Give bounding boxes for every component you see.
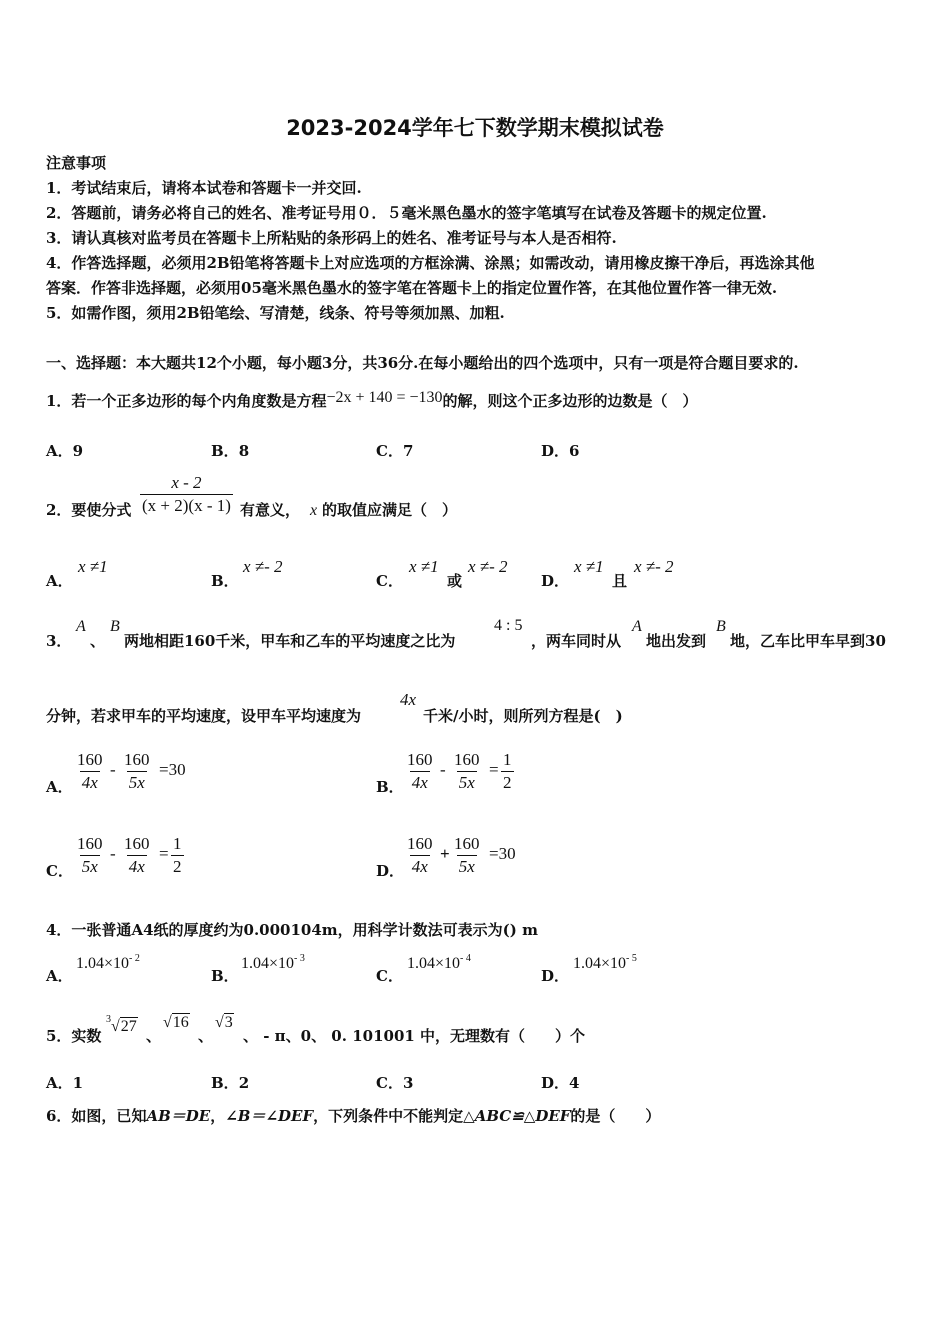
q3-option-c-frac1: $\frac{160}{5x}$ [77,834,103,876]
notice-item: 5．如需作图，须用2B铅笔绘、写清楚，线条、符号等须加黑、加粗. [46,304,505,322]
q3-speed: 4x [400,690,417,709]
q3-option-a-label: A． [46,778,73,796]
notice-heading: 注意事项 [46,154,107,172]
q3-option-a-frac1: $\frac{160}{4x}$ [77,750,103,792]
q2-middle: 有意义， [240,501,301,519]
q3-option-a-op: - [110,760,116,779]
notice-item: 2．答题前，请务必将自己的姓名、准考证号用０．５毫米黑色墨水的签字笔填写在试卷及答题卡的规定位置. [46,204,767,222]
q4-option-d-value: $1.04\times 10^{- 5}$ [573,953,637,972]
q3-option-d-op: + [440,844,450,863]
q1-equation: −2x + 140 = −130 [326,389,443,406]
q3-option-b-op: - [440,760,446,779]
q2-option-d-expr: x ≠1 [574,557,604,576]
q5-cube-root: $^3$√27 [106,1014,137,1035]
q3-line2a: 分钟，若求甲车的平均速度，设甲车平均速度为 [46,707,362,725]
q4-option-d-label: D． [541,967,570,985]
q6-cond2: ∠B＝∠DEF [225,1107,314,1125]
q1-option-d: D．6 [541,442,580,460]
q3-num: 3． [46,632,72,650]
notice-item: 3．请认真核对监考员在答题卡上所粘贴的条形码上的姓名、准考证号与本人是否相符. [46,229,617,247]
q2-frac-num: x - 2 [171,473,202,492]
q3-option-b-rhs-frac: $\frac{1}{2}$ [503,750,512,792]
q4-option-b-value: $1.04\times 10^{- 3}$ [241,953,305,972]
q4-option-a-value: $1.04\times 10^{- 2}$ [76,953,140,972]
q3-text4: 地，乙车比甲车早到30 [730,632,886,650]
q3-option-c-rhs: = [159,844,169,863]
q2-option-c-expr: x ≠1 [409,557,439,576]
q4-option-c-value: $1.04\times 10^{- 4}$ [407,953,471,972]
q3-line2b: 千米/小时，则所列方程是( ) [423,707,623,725]
page-title: 2023-2024学年七下数学期末模拟试卷 [286,116,664,140]
q2-suffix: 的取值应满足（ ） [322,501,458,519]
q3-option-c-rhs-frac: $\frac{1}{2}$ [173,834,182,876]
q5-option-c: C．3 [376,1074,414,1092]
q4-option-b-label: B． [211,967,239,985]
q5-sqrt-16: √16 [163,1014,189,1031]
q2-option-d-expr2: x ≠- 2 [634,557,674,576]
q5-option-a: A．1 [46,1074,84,1092]
q3-option-a-rhs: =30 [159,760,186,779]
notice-item: 4．作答选择题，必须用2B铅笔将答题卡上对应选项的方框涂满、涂黑；如需改动，请用橡皮擦干净后，再选涂其他 [46,254,815,272]
q3-b2: B [716,618,726,635]
q1-option-b: B．8 [211,442,250,460]
q2-var: x [310,502,318,519]
question-1 [46,389,698,411]
notice-item: 答案．作答非选择题，必须用05毫米黑色墨水的签字笔在答题卡上的指定位置作答，在其他位置作答一律无效. [46,279,778,297]
q3-option-b-frac1: $\frac{160}{4x}$ [407,750,433,792]
q5-sqrt-3: √3 [215,1014,233,1031]
q2-option-c-joiner: 或 [447,572,463,590]
q3-option-b-frac2: $\frac{160}{5x}$ [454,750,480,792]
q3-option-d-rhs: =30 [489,844,516,863]
q3-text3: 地出发到 [646,632,707,650]
q2-option-b-label: B． [211,572,239,590]
section-heading: 一、选择题：本大题共12个小题，每小题3分，共36分.在每小题给出的四个选项中，只有一项是符合题目要求的. [46,354,799,372]
q3-option-c-frac2: $\frac{160}{4x}$ [124,834,150,876]
q3-option-a-frac2: $\frac{160}{5x}$ [124,750,150,792]
q4-option-c-label: C． [376,967,403,985]
q3-option-c-label: C． [46,862,73,880]
q3-text2: ，两车同时从 [531,632,622,650]
q1-prefix: 1．若一个正多边形的每个内角度数是方程 [46,392,327,410]
q6-cond1: AB＝DE [146,1107,211,1125]
question-4: 4．一张普通A4纸的厚度约为0.000104m，用科学计数法可表示为() m [46,921,538,939]
q3-option-b-label: B． [376,778,404,796]
q2-prefix: 2．要使分式 [46,501,132,519]
q6-cond3: △ABC≌△DEF [463,1107,571,1125]
q3-option-d-frac2: $\frac{160}{5x}$ [454,834,480,876]
q2-option-c-expr2: x ≠- 2 [468,557,508,576]
q3-option-d-frac1: $\frac{160}{4x}$ [407,834,433,876]
question-6: 6．如图，已知AB＝DE，∠B＝∠DEF，下列条件中不能判定△ABC≌△DEF的是（ ） [46,1107,661,1125]
q3-option-c-op: - [110,844,116,863]
q3-a2: A [632,618,642,635]
q3-a: A [76,618,86,635]
q5-prefix: 5．实数 [46,1027,102,1045]
q1-option-c: C．7 [376,442,414,460]
q2-option-d-label: D． [541,572,570,590]
q1-option-a: A．9 [46,442,84,460]
q2-option-b-expr: x ≠- 2 [243,557,283,576]
q2-fraction [140,472,233,517]
q5-option-d: D．4 [541,1074,580,1092]
q2-option-a-label: A． [46,572,73,590]
q3-sep: 、 [90,632,106,650]
q5-option-b: B．2 [211,1074,250,1092]
q4-option-a-label: A． [46,967,73,985]
q3-ratio: 4 : 5 [494,617,523,634]
q5-sep1: 、 [146,1027,162,1045]
q5-rest: 、 - π、0、 0. 101001 中，无理数有（ ）个 [243,1027,586,1045]
q3-option-b-rhs: = [489,760,499,779]
q3-text1: 两地相距160千米，甲车和乙车的平均速度之比为 [124,632,456,650]
q5-sep2: 、 [198,1027,214,1045]
q3-b: B [110,618,120,635]
q2-frac-den: (x + 2)(x - 1) [142,496,231,515]
q2-option-a-expr: x ≠1 [78,557,108,576]
q1-suffix: 的解，则这个正多边形的边数是（ ） [442,392,698,410]
q2-option-c-label: C． [376,572,403,590]
notice-item: 1．考试结束后，请将本试卷和答题卡一并交回. [46,179,362,197]
q2-option-d-joiner: 且 [612,572,628,590]
q3-option-d-label: D． [376,862,405,880]
